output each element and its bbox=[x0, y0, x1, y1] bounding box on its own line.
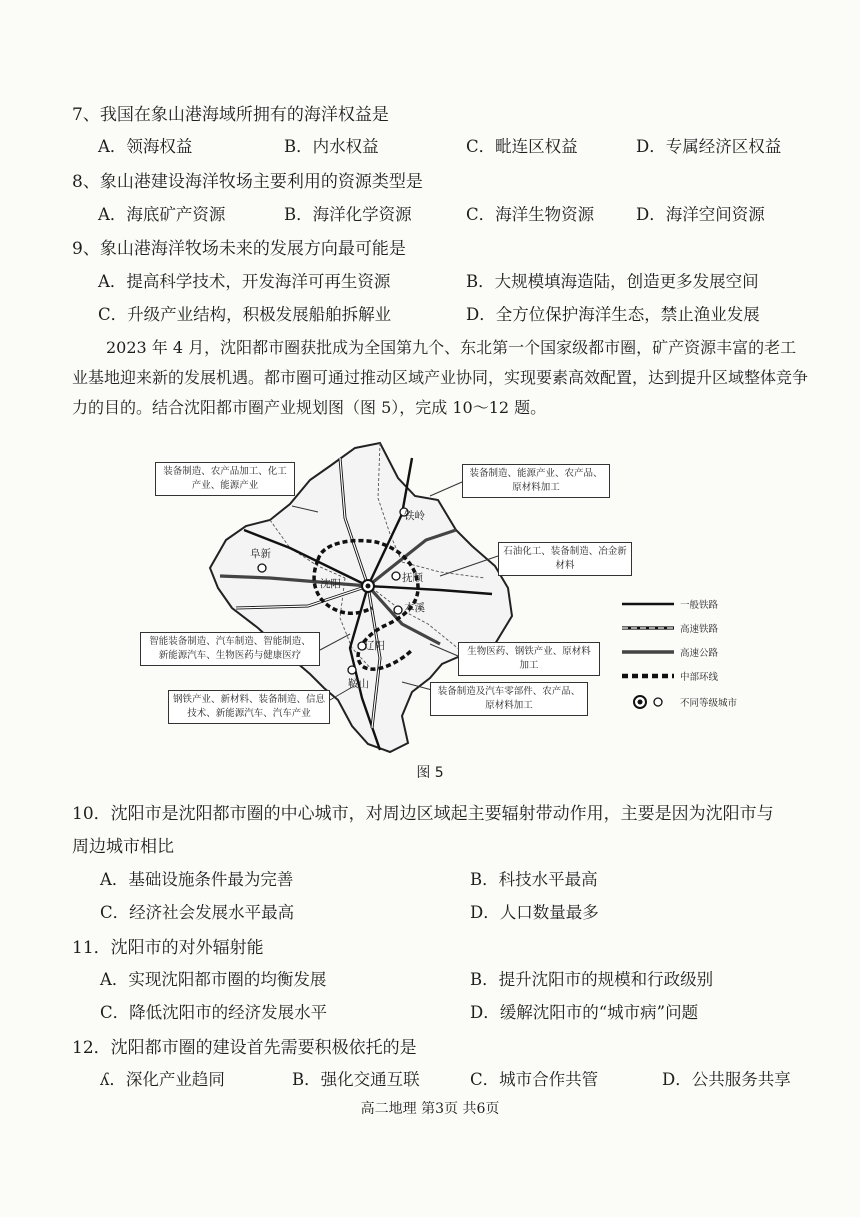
city-label-benxi: 本溪 bbox=[404, 602, 425, 614]
industry-box-benxi: 生物医药、钢铁产业、原材料加工 bbox=[458, 642, 600, 676]
question-8-stem: 8、象山港建设海洋牧场主要利用的资源类型是 bbox=[72, 172, 423, 192]
fushun-city-marker bbox=[392, 572, 400, 580]
benxi-city-marker bbox=[394, 606, 402, 614]
question-10-stem-cont: 周边城市相比 bbox=[72, 837, 174, 857]
q11-option-a: A．实现沈阳都市圈的均衡发展 bbox=[100, 970, 327, 989]
legend-city-levels: 不同等级城市 bbox=[680, 698, 738, 709]
industry-box-anshan: 钢铁产业、新材料、装备制造、信息技术、新能源汽车、汽车产业 bbox=[168, 690, 330, 724]
q7-option-a: A．领海权益 bbox=[98, 137, 193, 156]
anshan-city-marker bbox=[348, 666, 356, 674]
page-footer: 高二地理 第3页 共6页 bbox=[360, 1101, 500, 1117]
city-label-fushun: 抚顺 bbox=[402, 572, 423, 584]
q8-option-d: D．海洋空间资源 bbox=[636, 205, 765, 224]
q10-option-c: C．经济社会发展水平最高 bbox=[100, 903, 295, 922]
fuxin-city-marker bbox=[258, 564, 266, 572]
industry-box-tieling: 装备制造、能源产业、农产品、原材料加工 bbox=[462, 464, 610, 498]
q7-option-b: B．内水权益 bbox=[284, 137, 379, 156]
city-label-shenyang: 沈阳 bbox=[320, 578, 341, 590]
q9-option-d: D．全方位保护海洋生态，禁止渔业发展 bbox=[466, 305, 760, 324]
q11-option-d: D．缓解沈阳市的“城市病”问题 bbox=[470, 1003, 699, 1022]
legend-central-ring: 中部环线 bbox=[680, 672, 719, 683]
q10-option-b: B．科技水平最高 bbox=[470, 870, 598, 889]
q12-option-c: C．城市合作共管 bbox=[470, 1070, 599, 1089]
legend-expressway: 高速公路 bbox=[680, 648, 719, 659]
q10-option-d: D．人口数量最多 bbox=[470, 903, 599, 922]
q11-option-b: B．提升沈阳市的规模和行政级别 bbox=[470, 970, 714, 989]
q8-option-b: B．海洋化学资源 bbox=[284, 205, 412, 224]
passage bbox=[72, 333, 812, 423]
city-label-fuxin: 阜新 bbox=[250, 548, 271, 560]
q8-option-c: C．海洋生物资源 bbox=[466, 205, 595, 224]
industry-planning-map bbox=[140, 438, 760, 758]
legend-railway: 一般铁路 bbox=[680, 600, 719, 611]
figure-caption: 图 5 bbox=[416, 765, 444, 781]
industry-box-fushun: 石油化工、装备制造、冶金新材料 bbox=[498, 542, 632, 576]
q7-option-d: D．专属经济区权益 bbox=[636, 137, 782, 156]
q12-option-b: B．强化交通互联 bbox=[292, 1070, 420, 1089]
question-7-stem: 7、我国在象山港海域所拥有的海洋权益是 bbox=[72, 105, 389, 125]
city-label-liaoyang: 辽阳 bbox=[364, 640, 385, 652]
city-label-tieling: 铁岭 bbox=[404, 510, 425, 522]
industry-box-liaoyang: 装备制造及汽车零部件、农产品、原材料加工 bbox=[430, 682, 588, 716]
passage-text: 2023 年 4 月，沈阳都市圈获批成为全国第九个、东北第一个国家级都市圈，矿产资源丰富的老工业基地迎来新的发展机遇。都市圈可通过推动区域产业协同，实现要素高效配置，达到提升区域整体竞争力的目的。结合沈阳都市圈产业规划图（图 5），完成 10～12 题。 bbox=[72, 338, 809, 417]
q9-option-a: A．提高科学技术，开发海洋可再生资源 bbox=[98, 272, 391, 291]
q10-option-a: A．基础设施条件最为完善 bbox=[100, 870, 294, 889]
q8-option-a: A．海底矿产资源 bbox=[98, 205, 226, 224]
q9-option-c: C．升级产业结构，积极发展船舶拆解业 bbox=[98, 305, 392, 324]
legend-high-speed-rail: 高速铁路 bbox=[680, 624, 719, 635]
q12-option-d: D．公共服务共享 bbox=[662, 1070, 791, 1089]
city-label-anshan: 鞍山 bbox=[348, 678, 369, 690]
question-10-stem: 10．沈阳市是沈阳都市圈的中心城市，对周边区域起主要辐射带动作用，主要是因为沈阳市与 bbox=[72, 804, 774, 824]
industry-box-fuxin: 装备制造、农产品加工、化工产业、能源产业 bbox=[155, 462, 295, 496]
question-12-stem: 12．沈阳都市圈的建设首先需要积极依托的是 bbox=[72, 1038, 417, 1058]
question-9-stem: 9、象山港海洋牧场未来的发展方向最可能是 bbox=[72, 239, 406, 259]
q12-option-a: ʎ．深化产业趋同 bbox=[100, 1070, 225, 1089]
question-11-stem: 11．沈阳市的对外辐射能 bbox=[72, 938, 264, 958]
q7-option-c: C．毗连区权益 bbox=[466, 137, 578, 156]
industry-box-shenyang: 智能装备制造、汽车制造、智能制造、新能源汽车、生物医药与健康医疗 bbox=[140, 632, 320, 666]
map-legend bbox=[680, 438, 760, 758]
q9-option-b: B．大规模填海造陆，创造更多发展空间 bbox=[466, 272, 759, 291]
q11-option-c: C．降低沈阳市的经济发展水平 bbox=[100, 1003, 328, 1022]
